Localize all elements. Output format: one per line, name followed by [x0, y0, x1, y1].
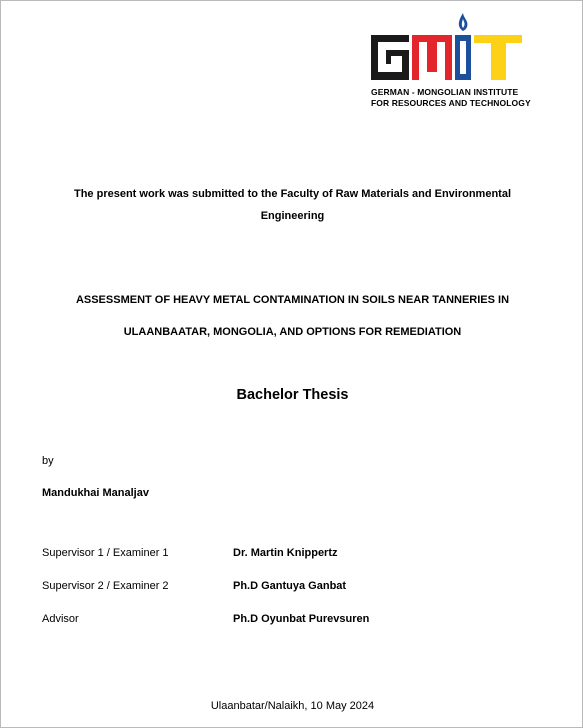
place-and-date: Ulaanbatar/Nalaikh, 10 May 2024: [210, 700, 375, 712]
supervisor-2-role: Supervisor 2 / Examiner 2: [42, 580, 169, 592]
submission-statement: [41, 183, 544, 227]
supervisor-1-role: Supervisor 1 / Examiner 1: [42, 547, 169, 559]
supervisor-2-name: Ph.D Gantuya Ganbat: [233, 580, 347, 592]
institute-line-2: FOR RESOURCES AND TECHNOLOGY: [371, 98, 531, 108]
thesis-title-line-1: ASSESSMENT OF HEAVY METAL CONTAMINATION IN SOILS NEAR TANNERIES IN: [75, 294, 510, 306]
institute-line-1: GERMAN - MONGOLIAN INSTITUTE: [371, 87, 519, 97]
submission-line-1: The present work was submitted to the Faculty of Raw Materials and Environmental: [73, 188, 512, 200]
institute-name: [371, 87, 531, 109]
advisor-role: Advisor: [42, 613, 79, 625]
advisor-name: Ph.D Oyunbat Purevsuren: [233, 613, 370, 625]
gmit-logo-mark: [369, 11, 529, 83]
by-label: by: [42, 455, 54, 467]
thesis-title-line-2: ULAANBAATAR, MONGOLIA, AND OPTIONS FOR REMEDIATION: [123, 326, 462, 338]
gmit-logo: [369, 11, 529, 111]
supervisor-1-name: Dr. Martin Knippertz: [233, 547, 338, 559]
author-name: Mandukhai Manaljav: [42, 487, 149, 499]
submission-line-2: Engineering: [260, 210, 325, 222]
thesis-type: Bachelor Thesis: [236, 387, 349, 403]
